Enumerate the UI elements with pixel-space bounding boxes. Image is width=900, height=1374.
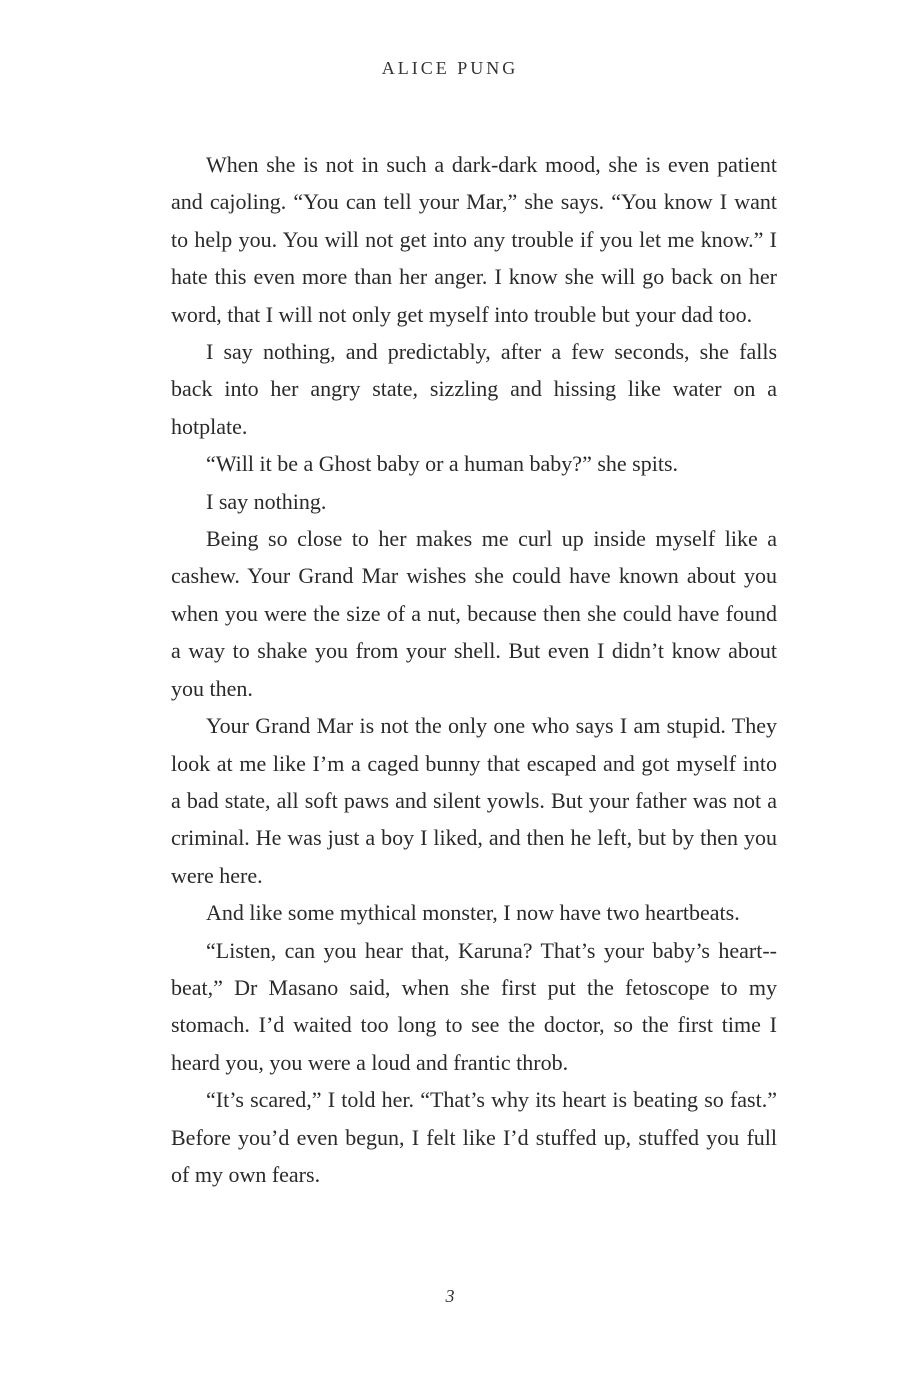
paragraph-8: “Listen, can you hear that, Karuna? That’s your baby’s heart-beat,” Dr Masano said, when she first put the fetoscope to my stomach. I’d waited too long to see the doctor, so the first time I heard you, you were a loud and frantic throb. bbox=[171, 937, 777, 1075]
paragraph-4: I say nothing. bbox=[206, 488, 327, 514]
paragraph-2: I say nothing, and predictably, after a few seconds, she falls back into her angry state, sizzling and hissing like water on a hotplate. bbox=[171, 339, 777, 439]
body-text bbox=[171, 146, 777, 1193]
paragraph-7: And like some mythical monster, I now have two heartbeats. bbox=[206, 900, 740, 926]
paragraph-9: “It’s scared,” I told her. “That’s why its heart is beating so fast.” Before you’d even begun, I felt like I’d stuffed up, stuffed you full of my own fears. bbox=[171, 1087, 777, 1187]
paragraph-5: Being so close to her makes me curl up inside myself like a cashew. Your Grand Mar wishes she could have known about you when you were the size of a nut, because then she could have found a way to shake you from your shell. But even I didn’t know about you then. bbox=[171, 526, 777, 701]
paragraph-6: Your Grand Mar is not the only one who says I am stupid. They look at me like I’m a caged bunny that escaped and got myself into a bad state, all soft paws and silent yowls. But your father was not a criminal. He was just a boy I liked, and then he left, but by then you were here. bbox=[171, 713, 777, 888]
page-number: 3 bbox=[445, 1286, 455, 1306]
running-header-author: ALICE PUNG bbox=[381, 58, 519, 78]
paragraph-1: When she is not in such a dark-dark mood, she is even patient and cajoling. “You can tell your Mar,” she says. “You know I want to help you. You will not get into any trouble if you let me know.” I hate this even more than her anger. I know she will go back on her word, that I will not only get myself into trouble but your dad too. bbox=[171, 152, 777, 327]
paragraph-3: “Will it be a Ghost baby or a human baby?” she spits. bbox=[206, 451, 679, 477]
